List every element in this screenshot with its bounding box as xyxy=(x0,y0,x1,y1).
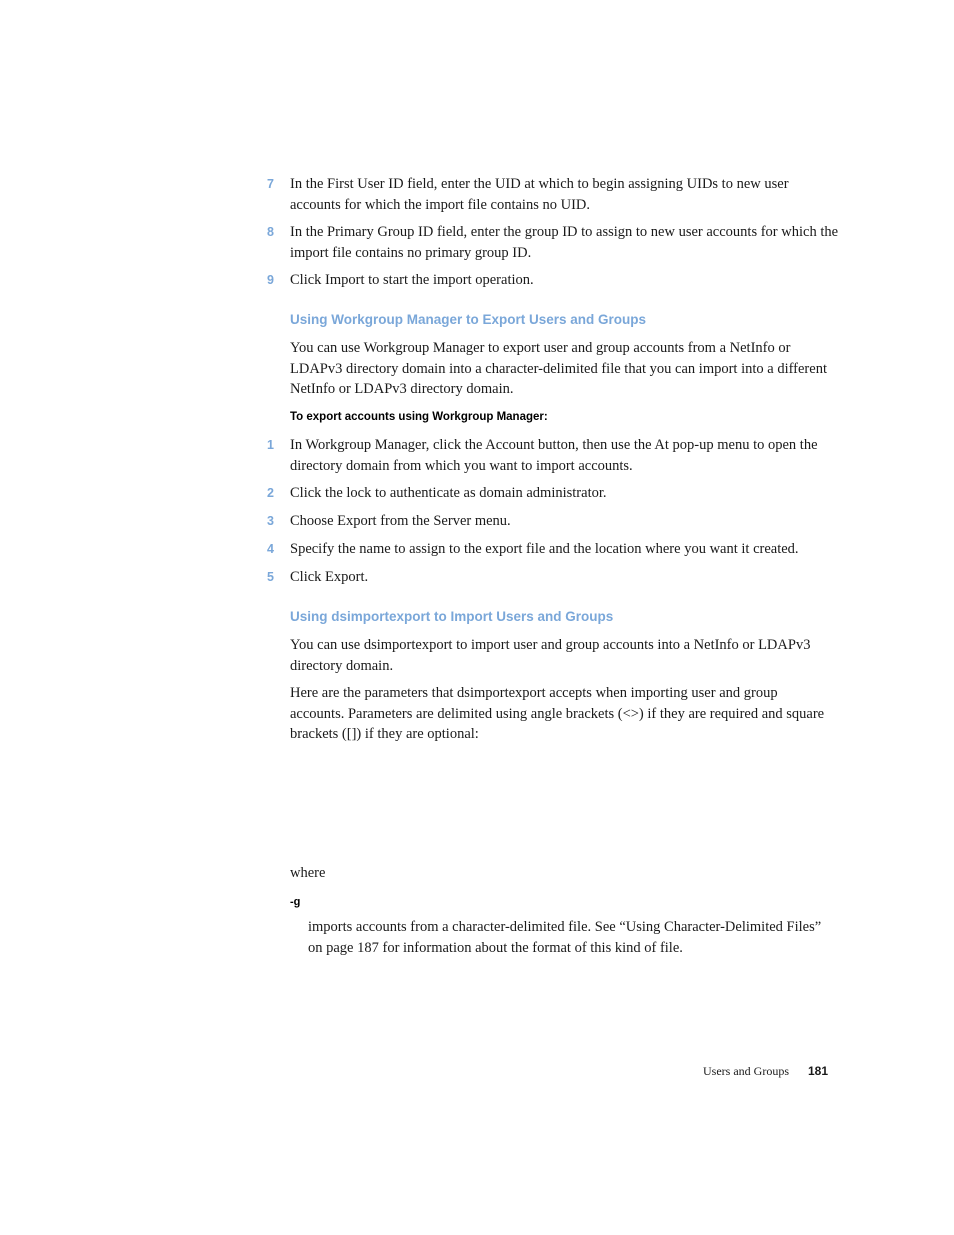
step-text: In the First User ID field, enter the UID at which to begin assigning UIDs to new user accounts for which the import file contains no UID. xyxy=(290,176,789,213)
step-text: Click Export. xyxy=(290,569,369,585)
where-label: where xyxy=(290,865,326,881)
step-number: 1 xyxy=(267,438,274,452)
section-heading: Using Workgroup Manager to Export Users and Groups xyxy=(290,312,647,327)
page-number: 181 xyxy=(808,1064,829,1078)
section-paragraph: You can use dsimportexport to import user and group accounts into a NetInfo or LDAPv3 directory domain. xyxy=(290,637,811,674)
step-number: 8 xyxy=(267,225,274,239)
section-paragraph: Here are the parameters that dsimportexport accepts when importing user and group accounts. Parameters are delimited using angle brackets (<>) if they are required and square brackets ([]) if they are optional: xyxy=(290,685,825,742)
step-number: 4 xyxy=(267,542,274,556)
step-text: In the Primary Group ID field, enter the group ID to assign to new user accounts for which the import file contains no primary group ID. xyxy=(290,224,839,261)
step-text: Specify the name to assign to the export file and the location where you want it created. xyxy=(290,541,799,557)
section-intro: You can use Workgroup Manager to export user and group accounts from a NetInfo or LDAPv3 directory domain into a character-delimited file that you can import into a different NetInfo or LDAPv3 directory domain. xyxy=(290,340,827,397)
footer-chapter: Users and Groups xyxy=(703,1064,789,1078)
procedure-title: To export accounts using Workgroup Manager: xyxy=(290,411,548,423)
step-number: 5 xyxy=(267,570,274,584)
step-text: Click the lock to authenticate as domain administrator. xyxy=(290,485,607,501)
step-text: Choose Export from the Server menu. xyxy=(290,513,511,529)
step-text: Click Import to start the import operation. xyxy=(290,272,534,288)
parameter-flag: -g xyxy=(290,896,301,908)
step-number: 2 xyxy=(267,486,274,500)
step-number: 9 xyxy=(267,273,274,287)
step-text: In Workgroup Manager, click the Account button, then use the At pop-up menu to open the directory domain from which you want to import accounts. xyxy=(290,437,818,474)
step-number: 7 xyxy=(267,177,274,191)
step-number: 3 xyxy=(267,514,274,528)
parameter-description: imports accounts from a character-delimited file. See “Using Character-Delimited Files” on page 187 for information about the format of this kind of file. xyxy=(308,919,822,956)
section-heading: Using dsimportexport to Import Users and Groups xyxy=(290,609,614,624)
